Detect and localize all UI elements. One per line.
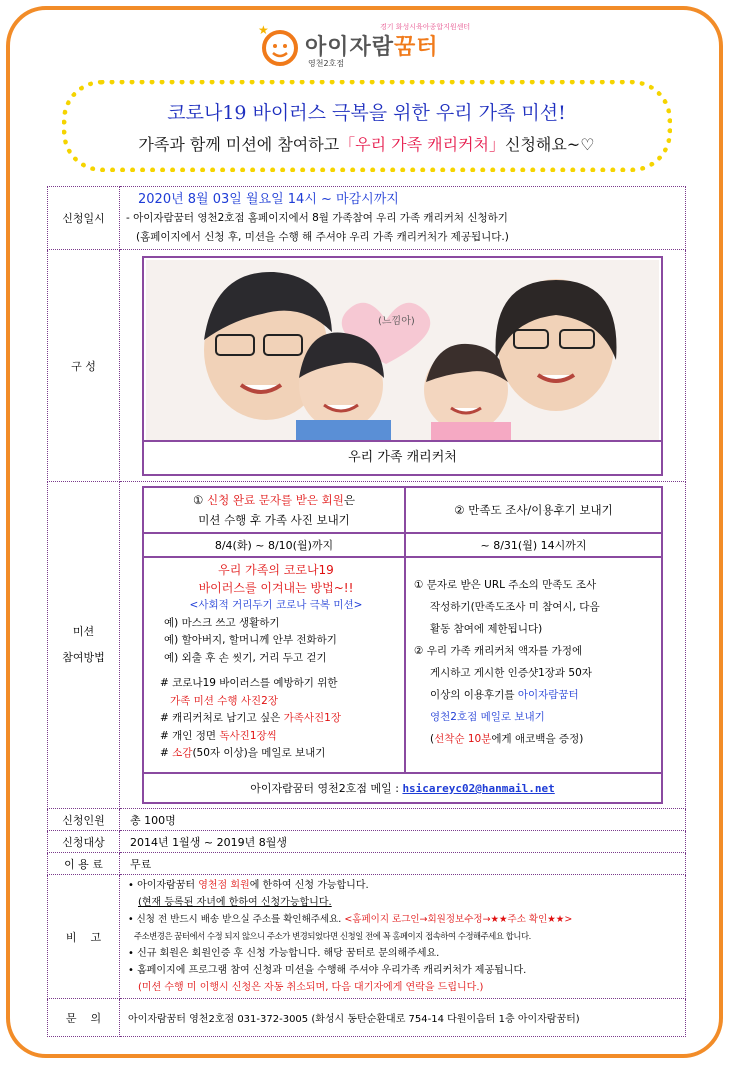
mission-col1-date: 8/4(화) ~ 8/10(월)까지 xyxy=(143,533,405,557)
svg-text:★: ★ xyxy=(258,23,269,37)
logo-name: 아이자람꿈터 xyxy=(305,35,439,60)
mission-col2-date: ~ 8/31(월) 14시까지 xyxy=(405,533,662,557)
label-mission: 미션 참여방법 xyxy=(48,482,120,809)
mail-link[interactable]: hsicareyc02@hanmail.net xyxy=(402,782,555,795)
family-caricature-image xyxy=(146,260,659,440)
mission-mail-row: 아이자람꿈터 영천2호점 메일 : hsicareyc02@hanmail.net xyxy=(143,773,662,803)
caricature-caption: 우리 가족 캐리커처 xyxy=(144,440,661,474)
logo-subtitle: 경기 화성시육아종합지원센터 xyxy=(380,23,471,31)
logo-branch: 영천2호점 xyxy=(308,59,345,68)
people-value: 총 100명 xyxy=(120,809,686,831)
page-title: 코로나19 바이러스 극복을 위한 우리 가족 미션! xyxy=(167,102,566,124)
mission-col2-head: ② 만족도 조사/이용후기 보내기 xyxy=(405,487,662,533)
apply-line2: (홈페이지에서 신청 후, 미션을 수행 해 주셔야 우리 가족 캐리커처가 제공됩니다.) xyxy=(136,230,509,243)
mission-col1-body: 우리 가족의 코로나19 바이러스를 이겨내는 방법~!! <사회적 거리두기 코로나 극복 미션> 예) 마스크 쓰고 생활하기 예) 할아버지, 할머니께 안부 전화하기 예) 외출 후 손 씻기, 거리 두고 걷기 # 코로나19 바이러스를 예방하기 위한 가족 미션 수행 사진2장 # 캐리커처로 남기고 싶은 가족사진1장 # 개인 정면 독사진1장씩 # 소감(50자 이상)을 메일로 보내기 xyxy=(143,557,405,773)
info-table xyxy=(47,186,686,1037)
label-apply-date: 신청일시 xyxy=(48,187,120,250)
mission-col2-body: ① 문자로 받은 URL 주소의 만족도 조사 작성하기(만족도조사 미 참여시, 다음 활동 참여에 제한됩니다) ② 우리 가족 캐리커처 액자를 가정에 게시하고 게시한 인증샷1장과 50자 이상의 이용후기를 아이자람꿈터 영천2호점 메일로 보내기 (선착순 10분에게 애코백을 증정) xyxy=(405,557,662,773)
page-subtitle: 가족과 함께 미션에 참여하고「우리 가족 캐리커처」신청해요~♡ xyxy=(138,135,595,154)
inquiry-value: 아이자람꿈터 영천2호점 031-372-3005 (화성시 동탄순환대로 754-14 다원이음터 1층 아이자람꿈터) xyxy=(120,999,686,1037)
caricature-bubble: (느낌아) xyxy=(378,315,415,327)
logo-face-icon xyxy=(256,22,306,68)
notes-body: • 아이자람꿈터 영천점 회원에 한하여 신청 가능합니다. (현재 등록된 자녀에 한하여 신청가능합니다. • 신청 전 반드시 배송 받으실 주소를 확인해주세요. <홈페이지 로그인→회원정보수정→★★주소 확인★★> 주소변경은 꿈터에서 수정 되지 않으니 주소가 변경되었다면 신청일 전에 꼭 홈페이지 접속하여 수정해주세요 합니다. • 신규 회원은 회원인증 후 신청 가능합니다. 해당 꿈터로 문의해주세요. • 홈페이지에 프로그램 참여 신청과 미션을 수행해 주셔야 우리가족 캐리커처가 제공됩니다. (미션 수행 미 이행시 신청은 자동 취소되며, 다음 대기자에게 연락을 드립니다.) xyxy=(120,875,686,999)
label-people: 신청인원 xyxy=(48,809,120,831)
label-notes: 비 고 xyxy=(48,875,120,999)
mission-table xyxy=(142,486,663,804)
caricature-box xyxy=(142,256,663,476)
apply-line1: - 아이자람꿈터 영천2호점 홈페이지에서 8월 가족참여 우리 가족 캐리커처 신청하기 xyxy=(126,211,508,224)
target-value: 2014년 1월생 ~ 2019년 8월생 xyxy=(120,831,686,853)
mission-col1-head: ① 신청 완료 문자를 받은 회원은 미션 수행 후 가족 사진 보내기 xyxy=(143,487,405,533)
label-target: 신청대상 xyxy=(48,831,120,853)
label-inquiry: 문 의 xyxy=(48,999,120,1037)
fee-value: 무료 xyxy=(120,853,686,875)
apply-date: 2020년 8월 03일 월요일 14시 ~ 마감시까지 xyxy=(138,191,399,207)
label-fee: 이 용 료 xyxy=(48,853,120,875)
label-composition: 구 성 xyxy=(48,250,120,482)
title-banner xyxy=(62,80,672,172)
